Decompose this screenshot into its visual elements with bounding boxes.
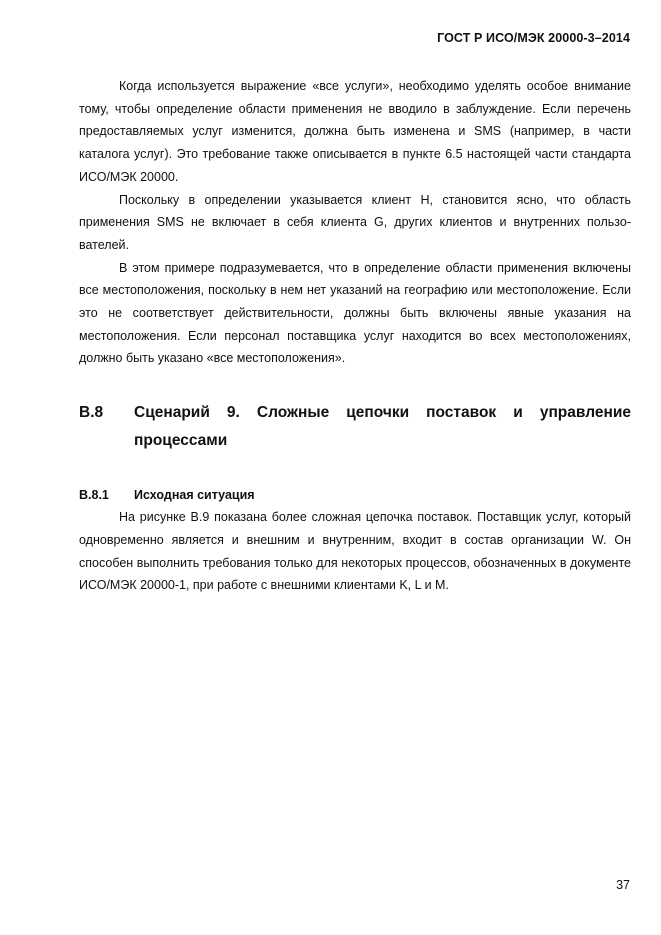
section-number: B.8: [79, 404, 104, 422]
subsection-heading: [79, 484, 631, 506]
paragraph-initial-situation: На рисунке B.9 показана более сложная цепочка поставок. Поставщик услуг, который одновременно является и внешним и внутренним, входит в состав организации W. Он способен выполнить требования только для некоторых процессов, обозначенных в документе ИСО/МЭК 20000-1, при работе с внешними клиентами K, L и M.: [79, 510, 631, 593]
paragraph-all-services: Когда используется выражение «все услуги», необходимо уделять особое внимание тому, чтобы определение области применения не вводило в заблуждение. Если перечень предоставляемых услуг изменится, должна быть изменена и SMS (например, в части каталога услуг). Это требование также описывается в пункте 6.5 настоящей части стандарта ИСО/МЭК 20000.: [79, 79, 631, 184]
page-number: 37: [616, 878, 630, 892]
section-title: Сценарий 9. Сложные цепочки поставок и управление процессами: [134, 404, 631, 450]
subsection-title: Исходная ситуация: [134, 488, 255, 503]
paragraph-locations: В этом примере подразумевается, что в определение области применения включены все местоположения, поскольку в нем нет указаний на географию или местоположение. Если это не соответствует действительности, должны быть включены явные указания на местоположения. Если персонал поставщика услуг находится во всех местоположениях, должно быть указано «все местоположения».: [79, 260, 631, 366]
paragraph-client-h: Поскольку в определении указывается клиент H, становится ясно, что область применения SMS не включает в себя клиента G, других клиентов и внутренних пользователей.: [79, 192, 631, 252]
subsection-number: B.8.1: [79, 488, 109, 503]
page-content: [79, 75, 631, 597]
document-code-header: ГОСТ Р ИСО/МЭК 20000-3–2014: [437, 31, 630, 45]
section-heading: [79, 399, 631, 455]
